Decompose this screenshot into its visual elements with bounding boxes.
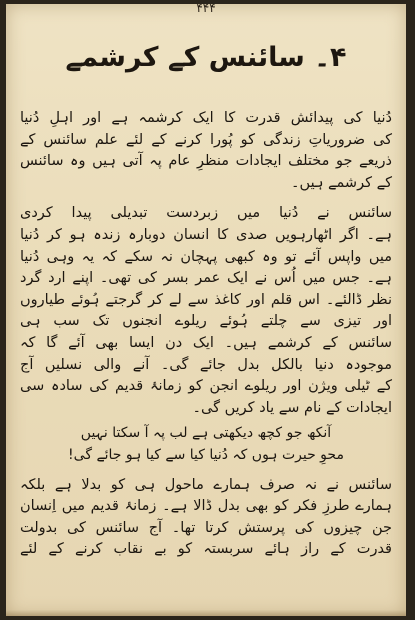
text-line: قدرت کے راز ہائے سربستہ کو بے نقاب کرنے کے لئے (20, 541, 392, 558)
chapter-title: ۴۔ سائنس کے کرشمے (65, 42, 347, 73)
verse-line: محوِ حیرت ہوں کہ دُنیا کیا سے کیا ہو جائے گی! (68, 446, 344, 463)
text-line: سائنس کے کرشمے ہیں۔ ایک دن ایسا بھی آئے گا کہ (20, 334, 392, 351)
text-line: نظر ڈالئے۔ اس قلم اور کاغذ سے لے کر گرجتے ہُوئے طیاروں (20, 291, 392, 308)
text-line: سائنس نے نہ صرف ہمارے ماحول ہی کو بدلا ہے بلکہ (20, 476, 392, 493)
text-line: ایجادات کے نام سے یاد کریں گی۔ (192, 399, 392, 416)
paragraph-1 (20, 108, 392, 194)
text-line: کی ضروریاتِ زندگی کو پُورا کرنے کے لئے علم سائنس کے (20, 131, 392, 148)
page-edge-shadow (6, 610, 406, 616)
text-line: ذریعے جو مختلف ایجادات منظرِ عام پہ آتی ہیں وہ سائنس (20, 153, 392, 170)
text-line: میں واپس آئے تو وہ کبھی پہچان نہ سکے کہ یہ وہی دُنیا (20, 248, 392, 265)
paragraph-3 (20, 475, 392, 561)
text-line: سائنس نے دُنیا میں زبردست تبدیلی پیدا کردی (20, 205, 392, 222)
text-line: ہمارے طرزِ فکر کو بھی بدل ڈالا ہے۔ زمانۂ قدیم میں اِنسان (20, 498, 392, 515)
text-line: کے کرشمے ہیں۔ (291, 174, 392, 191)
text-line: دُنیا کی پیدائش قدرت کا ایک کرشمہ ہے اور اہلِ دُنیا (20, 110, 392, 126)
text-line: ہے۔ اگر اٹھارہویں صدی کا انسان دوبارہ زندہ ہو کر دُنیا (20, 226, 392, 243)
verse-line: آنکھ جو کچھ دیکھتی ہے لب پہ آ سکتا نہیں (80, 425, 332, 442)
book-page (6, 4, 406, 616)
text-line: موجودہ دنیا بالکل بدل جائے گی۔ آنے والی نسلیں آج (20, 356, 392, 373)
paragraph-gap (20, 194, 392, 203)
chapter-body (20, 108, 392, 561)
text-line: ہے۔ جس میں اُس نے ایک عمر بسر کی تھی۔ اپنے ارد گرد (20, 270, 392, 287)
poetry-verse (20, 423, 392, 466)
page-number: ۴۴۴ (196, 4, 216, 15)
text-line: جن چیزوں کی پرستش کرتا تھا۔ آج سائنس کی بدولت (20, 519, 392, 536)
text-line: کے ٹیلی ویژن اور ریلوے انجن کو زمانۂ قدیم کی سادہ سی (20, 378, 392, 395)
text-line: اور تیزی سے چلتے ہُوئے ریلوے انجنوں تک سب ہی (20, 313, 392, 330)
paragraph-2 (20, 203, 392, 419)
